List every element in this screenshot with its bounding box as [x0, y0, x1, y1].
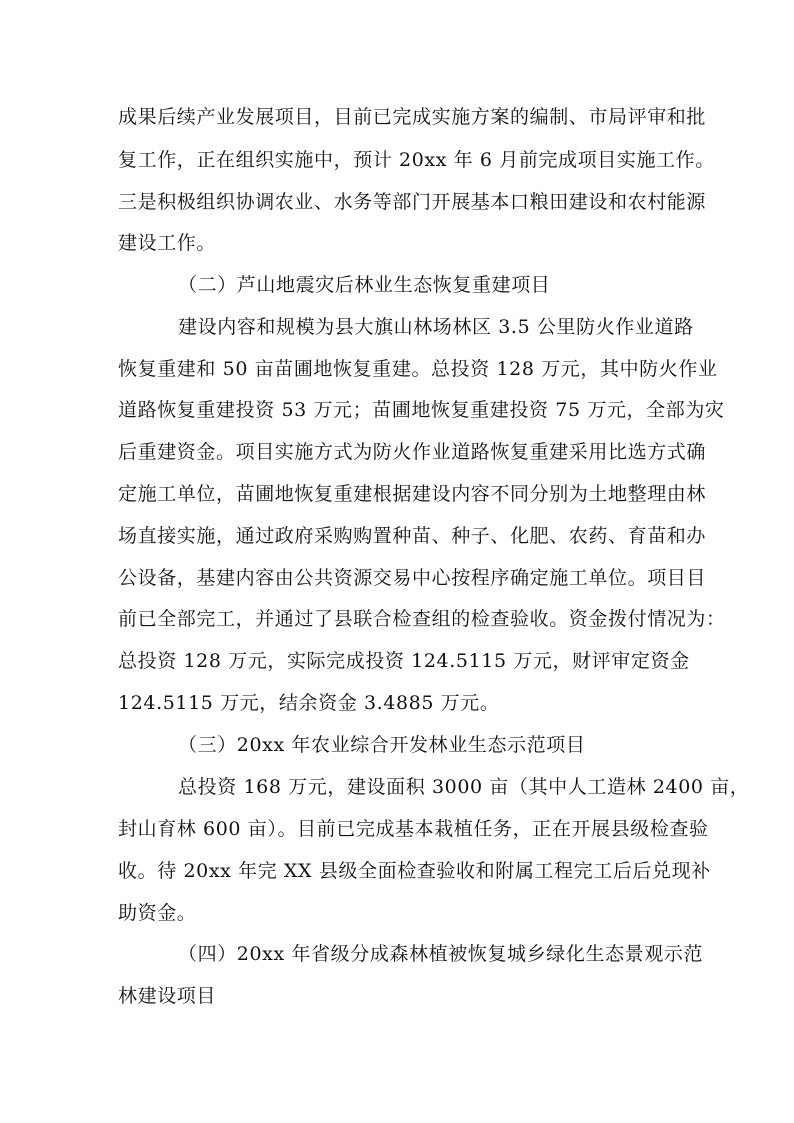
body-text-line: 后重建资金。项目实施方式为防火作业道路恢复重建采用比选方式确 — [118, 441, 707, 463]
body-text-line: 公设备，基建内容由公共资源交易中心按程序确定施工单位。项目目 — [118, 567, 707, 589]
body-text-line: 收。待 20xx 年完 XX 县级全面检查验收和附属工程完工后后兑现补 — [118, 860, 711, 882]
body-text-line: 助资金。 — [118, 902, 197, 924]
body-text-line: 封山育林 600 亩）。目前已完成基本栽植任务，正在开展县级检查验 — [118, 818, 709, 840]
section-heading-4: （四）20xx 年省级分成森林植被恢复城乡绿化生态景观示范 — [178, 943, 704, 965]
body-text-line: 建设工作。 — [118, 232, 217, 254]
paragraph-first-line: 建设内容和规模为县大旗山林场林区 3.5 公里防火作业道路 — [178, 316, 694, 338]
body-text-line: 恢复重建和 50 亩苗圃地恢复重建。总投资 128 万元，其中防火作业 — [118, 358, 718, 380]
body-text-line: 林建设项目 — [118, 985, 217, 1007]
body-text-line: 124.5115 万元，结余资金 3.4885 万元。 — [118, 692, 500, 714]
body-text-line: 成果后续产业发展项目，目前已完成实施方案的编制、市局评审和批 — [118, 106, 707, 128]
paragraph-first-line: 总投资 168 万元，建设面积 3000 亩（其中人工造林 2400 亩， — [178, 776, 750, 798]
section-heading-3: （三）20xx 年农业综合开发林业生态示范项目 — [178, 734, 586, 756]
body-text-line: 道路恢复重建投资 53 万元；苗圃地恢复重建投资 75 万元，全部为灾 — [118, 399, 725, 421]
body-text-line: 三是积极组织协调农业、水务等部门开展基本口粮田建设和农村能源 — [118, 191, 707, 213]
body-text-line: 复工作，正在组织实施中，预计 20xx 年 6 月前完成项目实施工作。 — [118, 149, 715, 171]
body-text-line: 场直接实施，通过政府采购购置种苗、种子、化肥、农药、育苗和办 — [118, 525, 707, 547]
section-heading-2: （二）芦山地震灾后林业生态恢复重建项目 — [178, 274, 551, 296]
body-text-line: 定施工单位，苗圃地恢复重建根据建设内容不同分别为土地整理由林 — [118, 483, 707, 505]
body-text-line: 总投资 128 万元，实际完成投资 124.5115 万元，财评审定资金 — [118, 650, 690, 672]
body-text-line: 前已全部完工，并通过了县联合检查组的检查验收。资金拨付情况为： — [118, 608, 726, 630]
